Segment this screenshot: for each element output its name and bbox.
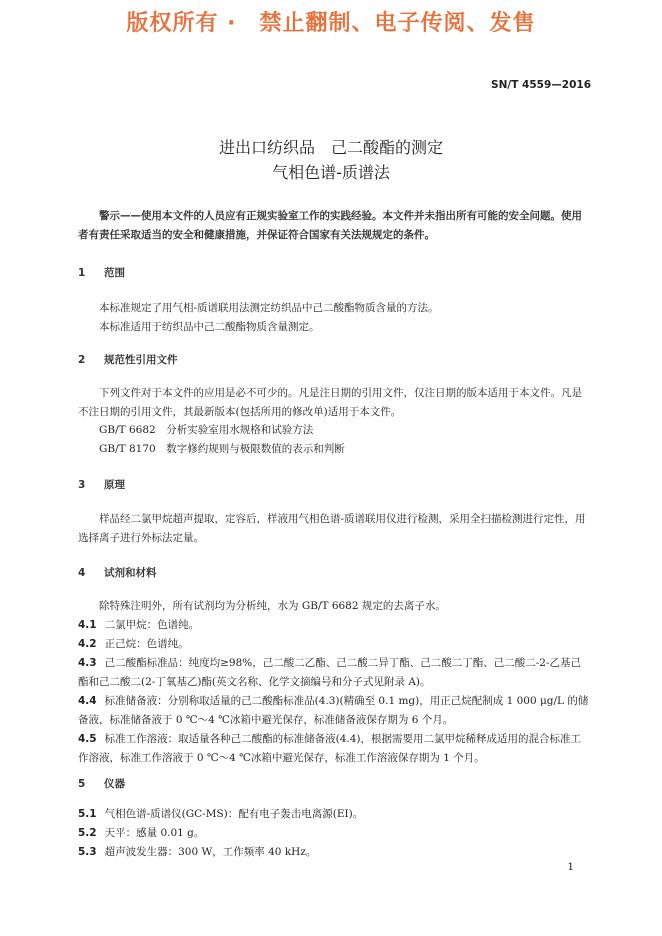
item-text: 标准储备液：分别称取适量的己二酸酯标准品(4.3)(精确至 0.1 mg)，用正己烷配制成 1 000 μg/L 的储备液，标准储备液于 0 ℃～4 ℃冰箱中避光保存，标准储备液保存期为 6 个月。 [78, 695, 589, 726]
list-item [78, 805, 590, 824]
section-5-heading [78, 776, 125, 791]
item-text: 气相色谱-质谱仪(GC-MS)：配有电子轰击电离源(EI)。 [104, 808, 364, 820]
section-1-heading [78, 265, 125, 280]
section-title: 规范性引用文件 [104, 354, 178, 366]
item-number: 5.3 [78, 846, 97, 858]
reference-gbt6682: GB/T 6682 分析实验室用水规格和试验方法 [99, 424, 314, 436]
list-item [78, 843, 590, 862]
item-text: 标准工作溶液：取适量各种己二酸酯的标准储备液(4.4)，根据需要用二氯甲烷稀释成适用的混合标准工作溶液，标准工作溶液于 0 ℃～4 ℃冰箱中避光保存，标准工作溶液保存期为 1 个月。 [78, 733, 581, 764]
section-title: 试剂和材料 [104, 567, 157, 579]
s4-paragraph-1: 除特殊注明外，所有试剂均为分析纯，水为 GB/T 6682 规定的去离子水。 [99, 600, 446, 612]
item-text: 二氯甲烷：色谱纯。 [104, 619, 200, 631]
section-3-heading [78, 477, 125, 492]
item-number: 5.2 [78, 827, 97, 839]
section-4-heading [78, 565, 157, 580]
item-number: 4.5 [78, 733, 97, 745]
item-text: 天平：感量 0.01 g。 [104, 827, 205, 839]
s3-paragraph-1: 样品经二氯甲烷超声提取，定容后，样液用气相色谱-质谱联用仪进行检测，采用全扫描检测进行定性，用选择离子进行外标法定量。 [78, 513, 586, 544]
copyright-banner: 版权所有 · 禁止翻制、电子传阅、发售 [126, 11, 536, 36]
item-number: 4.2 [78, 638, 97, 650]
list-item [78, 824, 590, 843]
s1-paragraph-1: 本标准规定了用气相-质谱联用法测定纺织品中己二酸酯物质含量的方法。 [99, 302, 439, 314]
list-item [78, 692, 590, 730]
item-number: 4.4 [78, 695, 97, 707]
document-subtitle: 气相色谱-质谱法 [272, 163, 390, 182]
item-text: 正己烷：色谱纯。 [104, 638, 189, 650]
section-title: 原理 [104, 479, 125, 491]
item-number: 5.1 [78, 808, 97, 820]
s2-paragraph-1: 下列文件对于本文件的应用是必不可少的。凡是注日期的引用文件，仅注日期的版本适用于本文件。凡是不注日期的引用文件，其最新版本(包括所用的修改单)适用于本文件。 [78, 387, 582, 418]
list-item [78, 730, 590, 768]
reference-gbt8170: GB/T 8170 数字修约规则与极限数值的表示和判断 [99, 443, 345, 455]
section-number: 3 [78, 479, 86, 491]
s1-paragraph-2: 本标准适用于纺织品中己二酸酯物质含量测定。 [99, 321, 320, 333]
section-number: 2 [78, 354, 86, 366]
section-2-heading [78, 352, 178, 367]
section-number: 5 [78, 778, 86, 790]
item-text: 超声波发生器：300 W，工作频率 40 kHz。 [104, 846, 317, 858]
item-number: 4.1 [78, 619, 97, 631]
item-number: 4.3 [78, 657, 97, 669]
list-item [78, 654, 590, 692]
list-item [78, 616, 590, 635]
standard-number: SN/T 4559—2016 [491, 79, 591, 91]
warning-paragraph: 警示——使用本文件的人员应有正规实验室工作的实践经验。本文件并未指出所有可能的安全问题。使用者有责任采取适当的安全和健康措施，并保证符合国家有关法规规定的条件。 [78, 210, 582, 241]
section-number: 4 [78, 567, 86, 579]
section-number: 1 [78, 267, 86, 279]
document-title: 进出口纺织品 己二酸酯的测定 [218, 138, 443, 157]
item-text: 己二酸酯标准品：纯度均≥98%，己二酸二乙酯、己二酸二异丁酯、己二酸二丁酯、己二酸二-2-乙基己酯和己二酸二(2-丁氧基乙)酯(英文名称、化学文摘编号和分子式见附录 A)。 [78, 657, 582, 688]
section-title: 仪器 [104, 778, 125, 790]
list-item [78, 635, 590, 654]
page-number: 1 [567, 861, 574, 873]
section-title: 范围 [104, 267, 125, 279]
